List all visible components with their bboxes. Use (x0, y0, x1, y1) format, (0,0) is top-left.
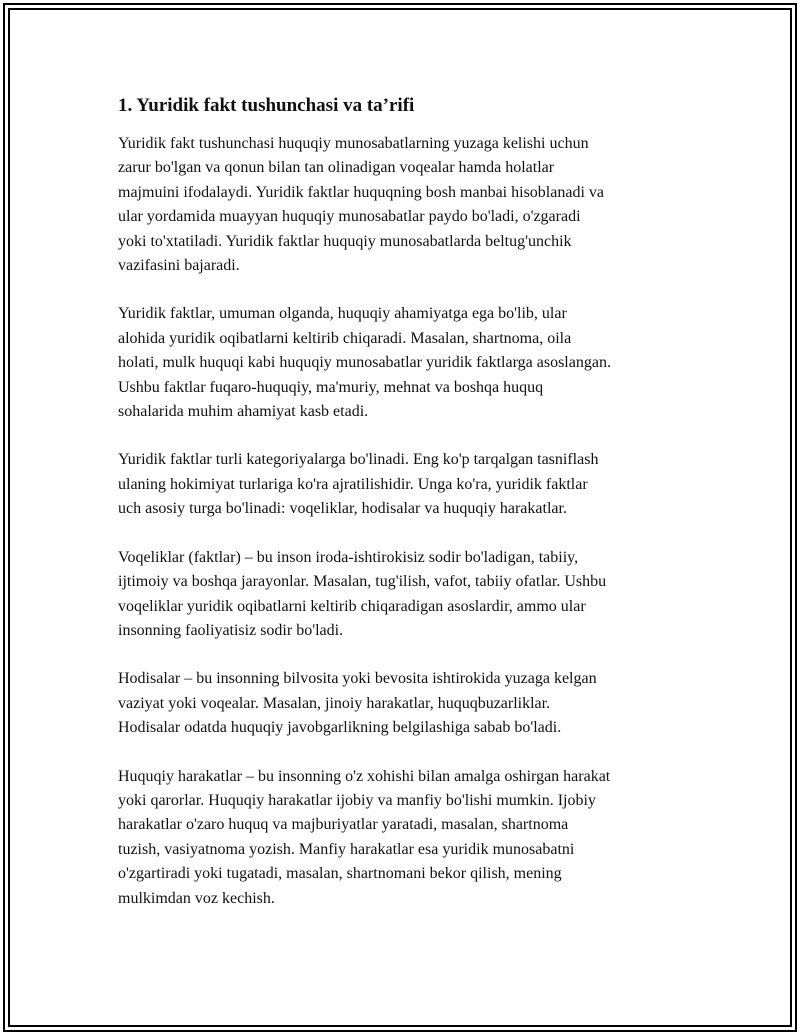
paragraph-line: tuzish, vasiyatnoma yozish. Manfiy harakatlar esa yuridik munosabatni (118, 840, 575, 858)
paragraph-line: vazifasini bajaradi. (118, 257, 240, 275)
paragraph-line: Yuridik fakt tushunchasi huquqiy munosabatlarning yuzaga kelishi uchun (118, 135, 589, 152)
paragraph-line: Ushbu faktlar fuqaro-huquqiy, ma'muriy, mehnat va boshqa huquq (118, 378, 544, 396)
paragraph-line: voqeliklar yuridik oqibatlarni keltirib chiqaradigan asoslardir, ammo ular (118, 597, 586, 615)
paragraph-line: Huquqiy harakatlar – bu insonning o'z xohishi bilan amalga oshirgan harakat (118, 767, 611, 785)
paragraph-4 (118, 546, 718, 644)
paragraph-line: vaziyat yoki voqealar. Masalan, jinoiy harakatlar, huquqbuzarliklar. (118, 694, 551, 712)
paragraph-line: Yuridik faktlar turli kategoriyalarga bo'linadi. Eng ko'p tarqalgan tasniflash (118, 451, 599, 469)
paragraph-5 (118, 667, 718, 740)
paragraph-2 (118, 302, 718, 424)
paragraph-line: sohalarida muhim ahamiyat kasb etadi. (118, 403, 369, 421)
paragraph-line: majmuini ifodalaydi. Yuridik faktlar huquqning bosh manbai hisoblanadi va (118, 183, 604, 201)
paragraph-line: mulkimdan voz kechish. (118, 889, 275, 907)
paragraph-line: yoki qarorlar. Huquqiy harakatlar ijobiy va manfiy bo'lishi mumkin. Ijobiy (118, 791, 596, 809)
paragraph-line: insonning faoliyatisiz sodir bo'ladi. (118, 621, 344, 639)
document-body (118, 92, 718, 935)
paragraph-line: ijtimoiy va boshqa jarayonlar. Masalan, tug'ilish, vafot, tabiiy ofatlar. Ushbu (118, 573, 607, 591)
paragraph-3 (118, 448, 718, 521)
paragraph-6 (118, 765, 718, 911)
paragraph-1 (118, 132, 718, 278)
section-heading: 1. Yuridik fakt tushunchasi va ta’rifi (118, 95, 415, 116)
paragraph-line: uch asosiy turga bo'linadi: voqeliklar, hodisalar va huquqiy harakatlar. (118, 500, 567, 518)
paragraph-line: zarur bo'lgan va qonun bilan tan olinadigan voqealar hamda holatlar (118, 159, 555, 177)
paragraph-line: holati, mulk huquqi kabi huquqiy munosabatlar yuridik faktlarga asoslangan. (118, 354, 611, 372)
paragraph-line: alohida yuridik oqibatlarni keltirib chiqaradi. Masalan, shartnoma, oila (118, 329, 572, 347)
paragraph-line: Voqeliklar (faktlar) – bu inson iroda-ishtirokisiz sodir bo'ladigan, tabiiy, (118, 548, 579, 566)
paragraphs-container (118, 132, 718, 911)
paragraph-line: Hodisalar odatda huquqiy javobgarlikning belgilashiga sabab bo'ladi. (118, 719, 562, 737)
paragraph-line: ular yordamida muayyan huquqiy munosabatlar paydo bo'ladi, o'zgaradi (118, 208, 581, 226)
paragraph-line: yoki to'xtatiladi. Yuridik faktlar huquqiy munosabatlarda beltug'unchik (118, 232, 572, 250)
paragraph-line: Hodisalar – bu insonning bilvosita yoki bevosita ishtirokida yuzaga kelgan (118, 670, 597, 688)
paragraph-line: ulaning hokimiyat turlariga ko'ra ajratilishidir. Unga ko'ra, yuridik faktlar (118, 475, 588, 493)
paragraph-line: o'zgartiradi yoki tugatadi, masalan, shartnomani bekor qilish, mening (118, 865, 562, 883)
paragraph-line: harakatlar o'zaro huquq va majburiyatlar yaratadi, masalan, shartnoma (118, 816, 569, 834)
paragraph-line: Yuridik faktlar, umuman olganda, huquqiy ahamiyatga ega bo'lib, ular (118, 305, 567, 323)
